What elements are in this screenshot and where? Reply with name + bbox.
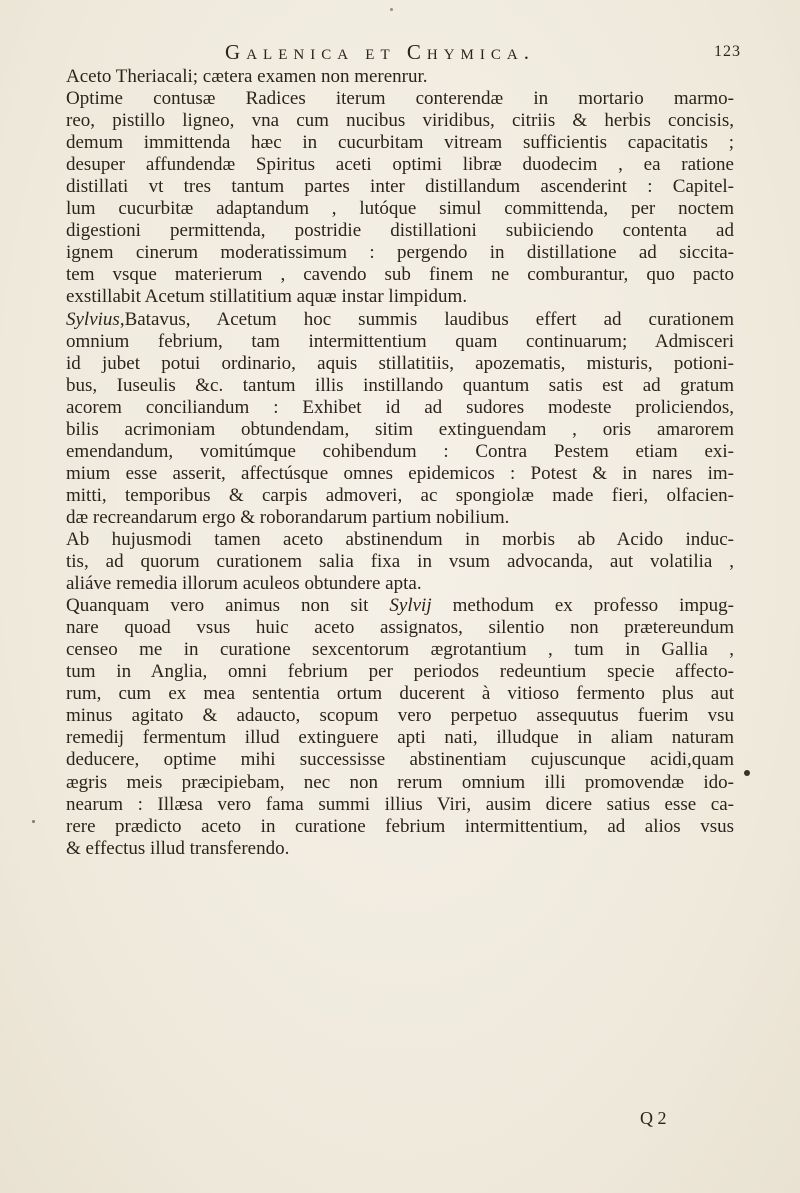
text-line: emendandum, vomitúmque cohibendum : Contra Pestem etiam exi- — [66, 440, 734, 462]
text-line: Optime contusæ Radices iterum conterendæ in mortario marmo- — [66, 88, 734, 110]
text-line: minus agitato & adaucto, scopum vero perpetuo assequutus fuerim vsu — [66, 705, 734, 727]
text-line: Ab hujusmodi tamen aceto abstinendum in morbis ab Acido induc- — [66, 528, 734, 550]
page-number: 123 — [714, 43, 741, 60]
text-line: rum, cum ex mea sententia ortum ducerent à vitioso fermento plus aut — [66, 683, 734, 705]
text-line: acorem conciliandum : Exhibet id ad sudores modeste proliciendos, — [66, 396, 734, 418]
text-fragment: ,Batavus, Acetum hoc summis laudibus effert ad curationem — [119, 308, 734, 330]
text-line-sylvij — [66, 595, 734, 617]
text-line: ignem cinerum moderatissimum : pergendo in distillatione ad siccita- — [66, 242, 734, 264]
text-line: rere prædicto aceto in curatione febrium intermittentium, ad alios vsus — [66, 815, 734, 837]
body-text — [66, 66, 734, 860]
text-line: mitti, temporibus & carpis admoveri, ac spongiolæ made fieri, olfacien- — [66, 484, 734, 506]
text-line: reo, pistillo ligneo, vna cum nucibus viridibus, citriis & herbis concisis, — [66, 110, 734, 132]
text-line: tum in Anglia, omni febrium per periodos redeuntium specie affecto- — [66, 661, 734, 683]
text-line: bus, Iuseulis &c. tantum illis instillando quantum satis est ad gratum — [66, 374, 734, 396]
text-line: id jubet potui ordinario, aquis stillatitiis, apozematis, misturis, potioni- — [66, 352, 734, 374]
running-head: Galenica et Chymica. — [225, 40, 535, 64]
text-fragment: Quanquam vero animus non sit — [66, 595, 390, 617]
text-line: aliáve remedia illorum aculeos obtundere apta. — [66, 573, 422, 595]
text-line: tis, ad quorum curationem salia fixa in vsum advocanda, aut volatilia , — [66, 551, 734, 573]
text-line: censeo me in curatione sexcentorum ægrotantium , tum in Gallia , — [66, 639, 734, 661]
text-line: lum cucurbitæ adaptandum , lutóque simul committenda, per noctem — [66, 198, 734, 220]
text-line: remedij fermentum illud extinguere apti nati, illudque in aliam naturam — [66, 727, 734, 749]
text-line: mium esse asserit, affectúsque omnes epidemicos : Potest & in nares im- — [66, 462, 734, 484]
text-line: dæ recreandarum ergo & roborandarum partium nobilium. — [66, 506, 510, 528]
text-line: deducere, optime mihi successisse abstinentiam cujuscunque acidi,quam — [66, 749, 734, 771]
text-line: exstillabit Acetum stillatitium aquæ instar limpidum. — [66, 286, 468, 308]
text-line: desuper affundendæ Spiritus aceti optimi libræ duodecim , ea ratione — [66, 154, 734, 176]
author-name-sylvius: Sylvius — [66, 308, 120, 330]
text-fragment: methodum ex professo impug- — [431, 595, 734, 617]
catchword: Q 2 — [640, 1108, 667, 1128]
ink-speck — [32, 820, 35, 823]
text-line: nearum : Illæsa vero fama summi illius Viri, ausim dicere satius esse ca- — [66, 793, 734, 815]
ink-speck — [744, 770, 750, 776]
text-line: nare quoad vsus huic aceto assignatos, silentio non prætereundum — [66, 617, 734, 639]
text-line: bilis acrimoniam obtundendam, sitim extinguendam , oris amarorem — [66, 418, 734, 440]
text-line: distillati vt tres tantum partes inter distillandum ascenderint : Capitel- — [66, 176, 734, 198]
text-line: tem vsque materierum , cavendo sub finem ne comburantur, quo pacto — [66, 264, 734, 286]
author-name-sylvij: Sylvij — [389, 595, 432, 617]
ink-speck — [390, 8, 393, 11]
text-line: digestioni permittenda, postridie distillationi subiiciendo contenta ad — [66, 220, 734, 242]
text-line: demum immittenda hæc in cucurbitam vitream sufficientis capacitatis ; — [66, 132, 734, 154]
text-line: ægris meis præcipiebam, nec non rerum omnium illi promovendæ ido- — [66, 771, 734, 793]
text-line: omnium febrium, tam intermittentium quam continuarum; Admisceri — [66, 330, 734, 352]
text-line: Aceto Theriacali; cætera examen non merenrur. — [66, 66, 428, 87]
text-line-sylvius — [66, 309, 734, 331]
text-line: & effectus illud transferendo. — [66, 837, 290, 859]
